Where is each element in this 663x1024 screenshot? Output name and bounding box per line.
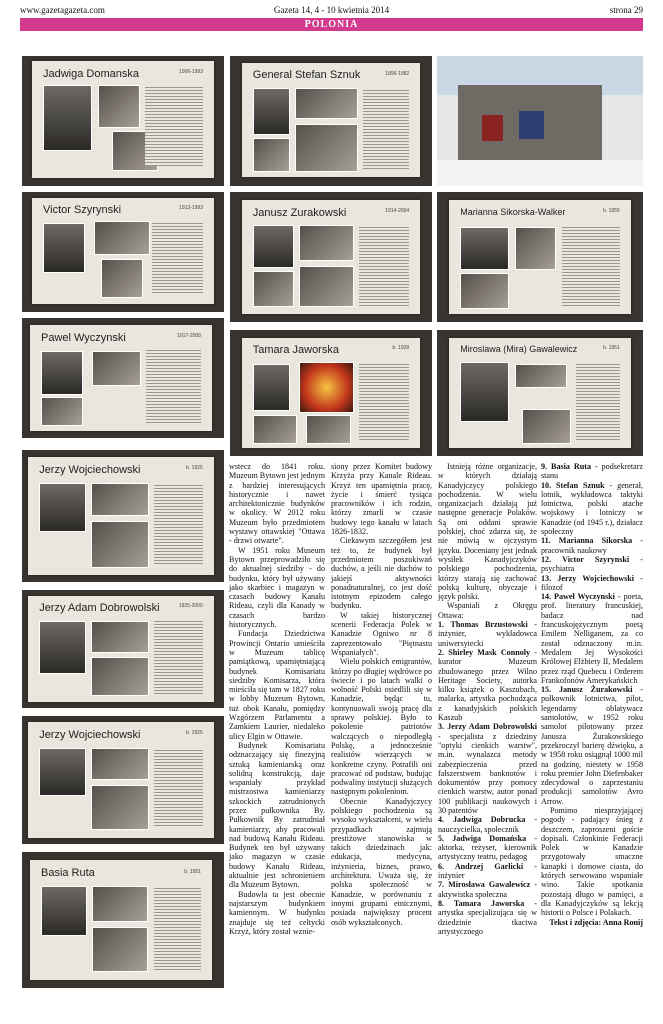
honoree-list-continued (541, 462, 643, 806)
honoree-description: - inżynier, wykładowca uniwersytecki (438, 620, 538, 648)
paragraph: Obecnie Kanadyjczycy polskiego pochodzenia są wysoko wykształceni, w wielu przypadkach zajmują prestiżowe stanowiska w takich dziedzinach jak: edukacja, medycyna, inżynieria, biznes, prawo, architektura. Uważa się, że polska społeczność w Kanadzie, w porównaniu z innymi grupami etnicznymi, posiada największy procent osób wykształconych. (331, 796, 432, 927)
honoree-name: 1. Thomas Brzustowski (438, 620, 528, 630)
board-title: Victor Szyrynski (43, 204, 122, 217)
honoree-description: - psychiatra (541, 554, 643, 574)
board-title: Jerzy Wojciechowski (39, 729, 141, 742)
page-number: strona 29 (609, 5, 643, 15)
board-dates: b. 1925 (186, 730, 203, 737)
board-title: Marianna Sikorska-Walker (460, 206, 566, 217)
honoree-description: - poeta, prof. literatury francuskiej, badacz nad francuskojęzycznym poetą Emilem Nelliganem, za co został odznaczony m.in. Medalem Jej Wysokości Królowej Elżbiety II, Medalem przez rząd Quebecu i Orderem Frankofonów Amerykańskich (541, 592, 643, 685)
honoree-name: 4. Jadwiga Dobrucka (438, 815, 526, 825)
photo-tamara-jaworska (230, 330, 432, 456)
honoree-name: 12. Victor Szyrynski (541, 554, 630, 564)
text-column-2 (331, 462, 432, 927)
honoree-list-item (541, 574, 643, 593)
photo-jerzy-wojciechowski-2 (22, 716, 224, 844)
honoree-description: - pracownik naukowy (541, 536, 644, 555)
text-column-1 (229, 462, 325, 936)
photo-jerzy-adam-dobrowolski (22, 590, 224, 708)
honoree-list-item (438, 648, 537, 722)
board-title: Basia Ruta (40, 867, 95, 880)
honoree-list-item (438, 722, 537, 815)
honoree-description: - kurator Muzeum zbudowanego przez Wilno Heritage Society, autorka kilku książek o Kaszubach, malarka, artystka pochodząca z kanadyjskich polskich Kaszub (438, 647, 538, 723)
honoree-list-item (438, 880, 537, 899)
board-dates: b. 1951 (603, 345, 620, 352)
honoree-description: - filozof (541, 573, 643, 592)
paragraph: Ciekawym szczegółem jest też to, że budynek był przedmiotem poszukiwań duchów, a jeśli nie duchów to jakiejś aktywności ponadnaturalnej, co jest dość istotnym epizodem całego budynku. (331, 536, 432, 611)
section-band (20, 18, 643, 31)
board-dates: 1906-1993 (179, 69, 203, 76)
board-dates: b. 1955 (603, 207, 620, 214)
photo-marianna-sikorska-walker (437, 192, 643, 322)
board-dates: b. 1951 (184, 868, 201, 875)
honoree-name: 9. Basia Ruta (541, 462, 591, 471)
section-title: POLONIA (304, 19, 359, 30)
honoree-list-item (541, 536, 643, 555)
honoree-list (438, 620, 537, 936)
photo-miroslawa-gawalewicz (437, 330, 643, 456)
photo-jadwiga-domanska (22, 56, 224, 186)
photo-victor-szyrynski (22, 192, 224, 312)
photo-credit: Tekst i zdjęcia: Anna Ronij (549, 917, 643, 927)
board-dates: b. 1928 (392, 345, 410, 352)
issue-info: Gazeta 14, 4 - 10 kwietnia 2014 (273, 5, 390, 15)
board-dates: 1925-2000 (178, 603, 203, 610)
honoree-list-item (541, 481, 643, 537)
text-column-3 (438, 462, 537, 936)
board-title: Jadwiga Domanska (43, 68, 139, 81)
photo-bytown-museum (437, 56, 643, 186)
honoree-description: - aktywistka społeczna (438, 880, 537, 899)
honoree-name: 11. Marianna Sikorska (541, 536, 633, 546)
honoree-name: 2. Shirley Mask Connoly (438, 647, 531, 657)
paragraph: Wielu polskich emigrantów, którzy po długiej wędrówce po świecie i po latach walki o wolność Polski osiedlili się w Kanadzie, będąc tu, kontynuowali swoją pracę dla sprawy polskiej. Było to pokolenie patriotów walczących o niepodległą Polskę, a jednocześnie realistów wierzących w konkretne czyny. Potrafili oni pracować od podstaw, budując podwaliny instytucji służących następnym pokoleniom. (331, 657, 432, 797)
honoree-list-item (438, 899, 537, 936)
page-header (20, 4, 643, 16)
honoree-name: 5. Jadwiga Domańska (438, 833, 527, 843)
honoree-description: - aktorka, reżyser, kierownik artystyczny teatru, pedagog (438, 833, 538, 862)
honoree-list-item (541, 592, 643, 685)
honoree-name: 8. Tamara Jaworska (438, 898, 525, 908)
honoree-description: - specjalista z dziedziny "optyki cienkich warstw", m.in. wynalazca metody zabezpieczenia przed fałszerstwem banknotów i dokumentów przy pomocy cienkich warstw, autor ponad 100 publikacji naukowych i 30 patentów (438, 731, 537, 815)
honoree-list-item (438, 620, 537, 648)
photo-jerzy-wojciechowski (22, 450, 224, 582)
honoree-name: 7. Mirosława Gawalewicz (438, 880, 531, 890)
honoree-list-item (438, 834, 537, 862)
honoree-name: 15. Janusz Żurakowski (541, 685, 633, 695)
honoree-description: - nauczycielka, społecznik (438, 815, 538, 834)
board-title: Pawel Wyczynski (40, 331, 126, 344)
honoree-list-item (541, 462, 643, 481)
board-dates: 1917-2008 (177, 332, 201, 339)
photo-stefan-sznuk (230, 56, 432, 186)
honoree-list-item (438, 815, 537, 834)
closing-paragraph: Pomimo niesprzyjającej pogody - padający śnieg z deszczem, zaproszeni goście dopisali. Członkinie Federacji Polek w Kanadzie przygotowały smaczne kanapki i domowe ciasta, do których serwowano wspaniałe wino. Takie spotkania pozostają długo w pamięci, a dla Kanadyjczyków są lekcją historii o Polsce i Polakach. (541, 805, 643, 918)
board-title: Jerzy Wojciechowski (39, 463, 141, 476)
board-title: Janusz Zurakowski (252, 206, 347, 219)
paragraph: Budowla ta jest obecnie najstarszym budynkiem kamiennym. W budynku znajduje się też celtycki Krzyż, który został wznie- (229, 889, 325, 936)
honoree-list-item (541, 555, 643, 574)
board-dates: 1913-1993 (179, 205, 203, 212)
paragraph: W 1951 roku Museum Bytown przeprowadziło się do aktualnej siedziby - do budynku, który był używany jako skarbiec i magazyn w czasach budowy Kanału Rideau, czyli dla Kanady w czasach bardzo historycznych. (229, 545, 325, 630)
honoree-name: 14. Paweł Wyczynski (541, 592, 615, 602)
honoree-name: 6. Andrzej Garlicki (438, 861, 524, 871)
board-dates: 1914-2004 (385, 207, 410, 214)
paragraph: Budynek Komisariatu odznaczający się finezyjną sztuką kamieniarską oraz solidną konstrukcją, daje wspaniały przykład mistrzostwa kamieniarzy szkockich zatrudnionych przez pułkownika By. Pułkownik By zatrudniał kamieniarzy, aby pracowali nad budową Kanału Rideau. Budynek ten był używany jako magazyn w czasie budowy Kanału Rideau, aktualnie jest schronieniem dla Muzeum Bytown. (229, 740, 325, 890)
board-title: Miroslawa (Mira) Gawalewicz (460, 344, 578, 355)
site-url: www.gazetagazeta.com (20, 5, 105, 15)
photo-janusz-zurakowski (230, 192, 432, 322)
board-title: Jerzy Adam Dobrowolski (39, 602, 160, 615)
paragraph: Istnieją różne organizacje, w których działają Kanadyjczycy polskiego pochodzenia. W wielu organizacjach działają już następne generacje Polaków. Są oni oddani sprawie polskiej, choć zdarza się, że nie mówią w ojczystym języku. Doceniany jest jednak wysiłek Kanadyjczyków polskiego pochodzenia, którzy starają się zachować polską kulturę, obyczaje i język polski. (438, 462, 537, 602)
paragraph: Fundacja Dziedzictwa Prowincji Ontario umieściła w Muzeum tablicę pamiątkową, upamiętniającą budynek Komisariatu siedziby Komisarza, która mieściła się tam w 1827 roku w lobby Muzeum Bytown, tuż obok Kanału, pomiędzy Wzgórzem Parlamentu a Zamkiem Laurier, niedaleko ulicy Elgin w Ottawie. (229, 629, 325, 741)
paragraph: siony przez Komitet budowy Krzyża przy Kanale Rideau. Krzyż ten upamiętnia pracę, życie i śmierć tysiąca pracowników i ich rodzin, którzy zmarli w czasie budowy tego kanału w latach 1826-1832. (331, 462, 432, 537)
board-title: Tamara Jaworska (252, 344, 339, 357)
honoree-name: 10. Stefan Sznuk (541, 480, 605, 490)
honoree-description: - pułkownik lotnictwa, pilot, legendarny oblatywacz samolotów, w 1952 roku samolot pilotowany przez Janusza Żurakowskiego przekroczył barierę dźwięku, a w 1958 roku osiągnął 1000 mil na godzinę, niestety w 1958 roku premier John Diefenbaker zdecydował o zaprzestaniu produkcji samolotów Avro Arrow. (541, 685, 643, 806)
honoree-description: - artystka specjalizująca się w dziedzinie tkactwa artystycznego (438, 898, 537, 936)
photo-pawel-wyczynski (22, 318, 224, 438)
paragraph: W takiej historycznej scenerii Federacja Polek w Kanadzie Ogniwo nr 8 zaprezentowało "Piętnastu Wspaniałych". (331, 610, 432, 657)
honoree-list-item (541, 685, 643, 806)
board-dates: 1896-1982 (385, 70, 410, 77)
honoree-name: 13. Jerzy Wojciechowski (541, 573, 635, 583)
paragraph: wstecz do 1841 roku. Muzeum Bytown jest jednym z bardziej interesujących historycznie i nawet architektonicznie budynków w okolicy. W 2012 roku Muzeum było przedmiotem wystawy ottawskiej "Ottawa - drzwi otwarte". (229, 462, 325, 546)
text-column-4 (541, 462, 643, 927)
honoree-description: - podsekretarz stanu (541, 462, 643, 481)
board-dates: b. 1925 (186, 464, 203, 471)
honoree-list-item (438, 862, 537, 881)
paragraph: Wspaniali z Okręgu Ottawa: (438, 601, 537, 620)
photo-basia-ruta (22, 852, 224, 988)
honoree-description: - inżynier (438, 861, 537, 881)
honoree-description: - generał, lotnik, wykładowca taktyki lotnictwa, polski atache wojskowy i lotniczy w Kanadzie (od 1945 r.), działacz społeczny (541, 480, 643, 537)
honoree-name: 3. Jerzy Adam Dobrowolski (438, 722, 537, 732)
board-title: General Stefan Sznuk (252, 69, 361, 82)
